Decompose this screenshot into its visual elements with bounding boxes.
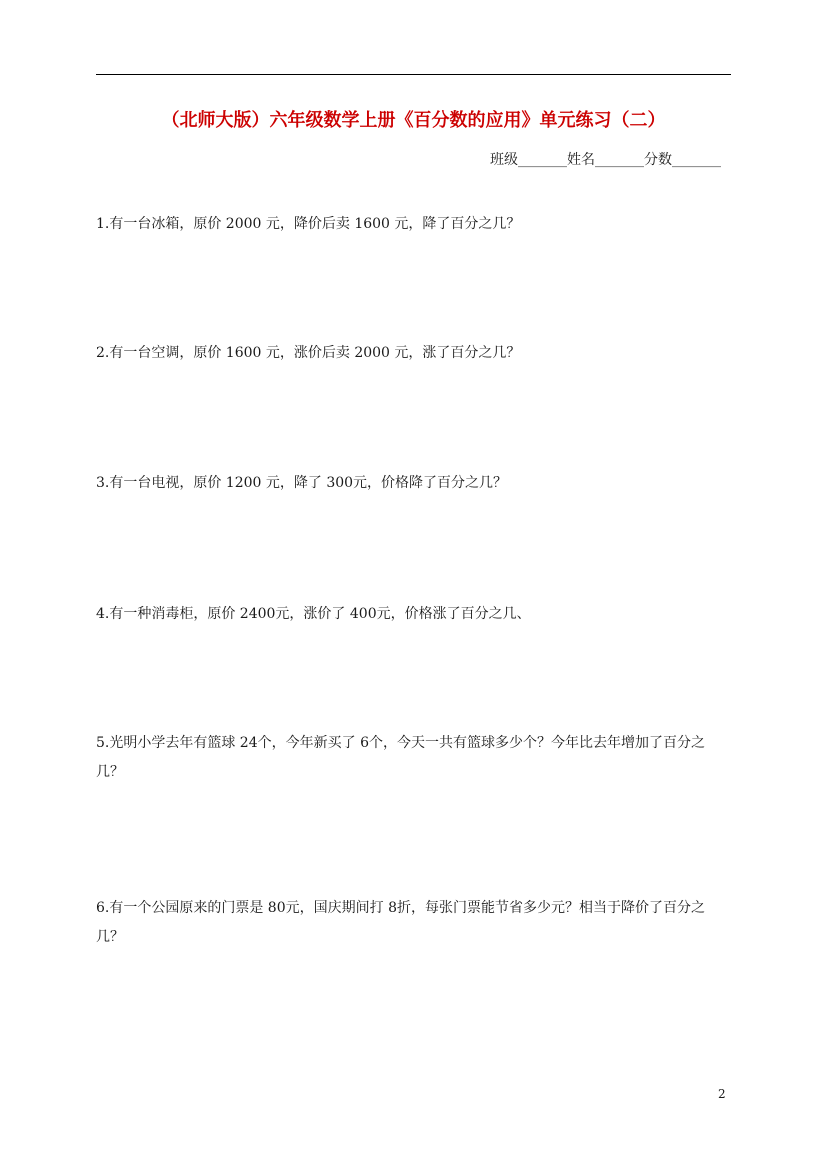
student-info-line: 班级_______姓名_______分数_______: [490, 152, 721, 168]
page-number: 2: [718, 1087, 726, 1101]
question-6: 6.有一个公园原来的门票是 80元，国庆期间打 8折，每张门票能节省多少元？相当于降价了百分之几？: [96, 900, 705, 945]
worksheet-title: （北师大版）六年级数学上册《百分数的应用》单元练习（二）: [161, 110, 666, 131]
header-rule: [96, 74, 731, 75]
question-1: 1.有一台冰箱，原价 2000 元，降价后卖 1600 元，降了百分之几？: [96, 216, 521, 232]
question-4: 4.有一种消毒柜，原价 2400元，涨价了 400元，价格涨了百分之几、: [96, 606, 531, 622]
question-5: 5.光明小学去年有篮球 24个，今年新买了 6个，今天一共有篮球多少个？今年比去年增加了百分之几？: [96, 735, 705, 780]
question-3: 3.有一台电视，原价 1200 元，降了 300元，价格降了百分之几？: [96, 475, 508, 491]
question-2: 2.有一台空调，原价 1600 元，涨价后卖 2000 元，涨了百分之几？: [96, 345, 521, 361]
